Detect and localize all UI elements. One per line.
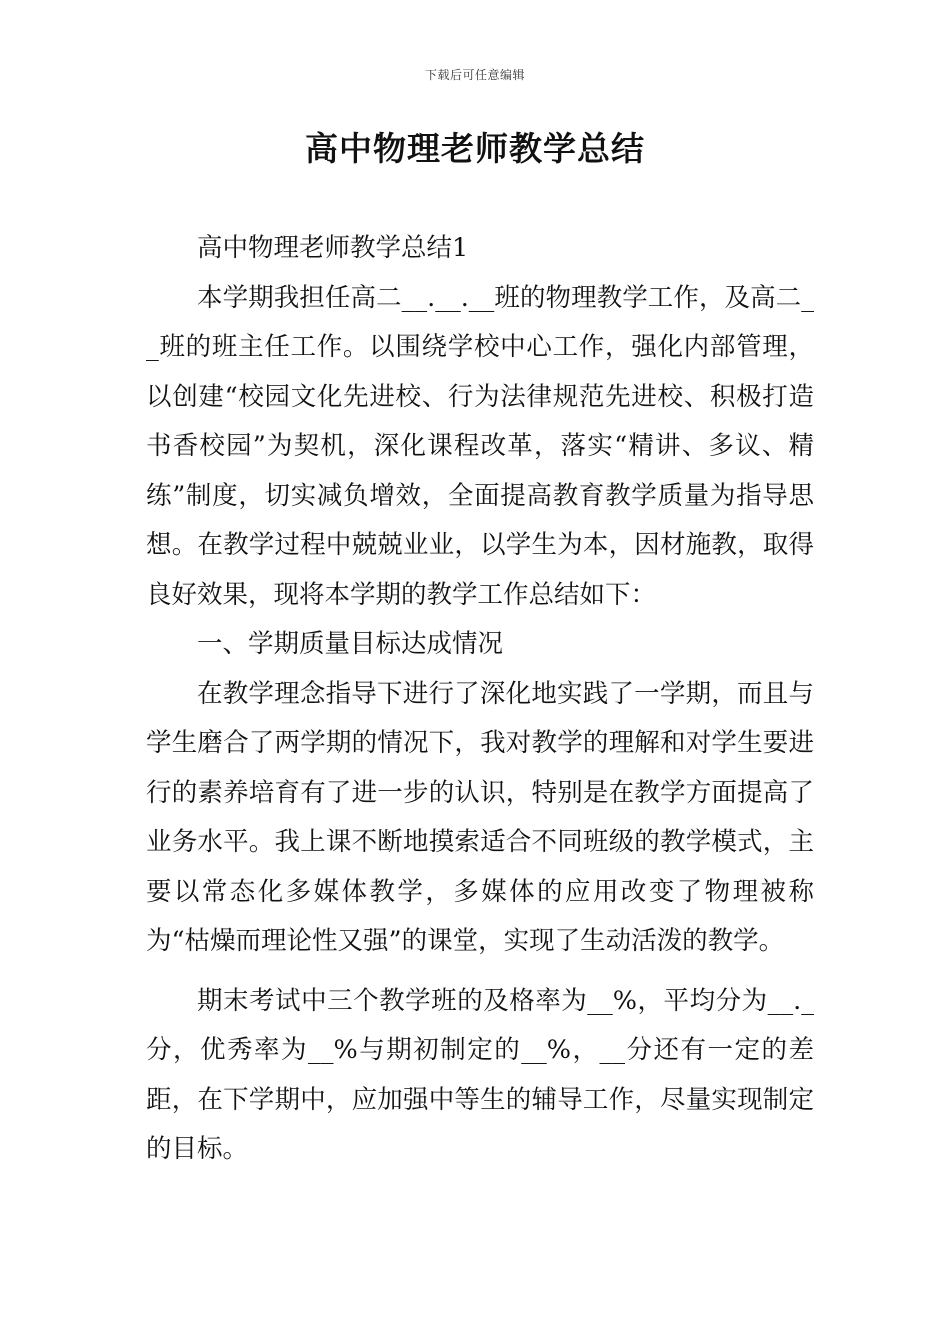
document-body — [146, 224, 814, 1175]
section-heading: 高中物理老师教学总结1 — [197, 233, 469, 263]
document-title: 高中物理老师教学总结 — [305, 129, 645, 168]
paragraph-teaching-practice: 在教学理念指导下进行了深化地实践了一学期，而且与学生磨合了两学期的情况下，我对教学的理解和对学生要进行的素养培育有了进一步的认识，特别是在教学方面提高了业务水平。我上课不断地摸索适合不同班级的教学模式，主要以常态化多媒体教学，多媒体的应用改变了物理被称为“枯燥而理论性又强”的课堂，实现了生动活泼的教学。 — [146, 678, 814, 956]
paragraph-intro: 本学期我担任高二__.__.__班的物理教学工作，及高二__班的班主任工作。以围绕学校中心工作，强化内部管理，以创建“校园文化先进校、行为法律规范先进校、积极打造书香校园”为契机，深化课程改革，落实“精讲、多议、精练”制度，切实减负增效，全面提高教育教学质量为指导思想。在教学过程中兢兢业业，以学生为本，因材施教，取得良好效果，现将本学期的教学工作总结如下： — [146, 282, 814, 610]
paragraph-exam-results: 期末考试中三个教学班的及格率为__%，平均分为__._分，优秀率为__%与期初制定的__%，__分还有一定的差距，在下学期中，应加强中等生的辅导工作，尽量实现制定的目标。 — [146, 985, 814, 1164]
header-note: 下载后可任意编辑 — [424, 68, 525, 82]
section-heading: 一、学期质量目标达成情况 — [197, 629, 504, 659]
